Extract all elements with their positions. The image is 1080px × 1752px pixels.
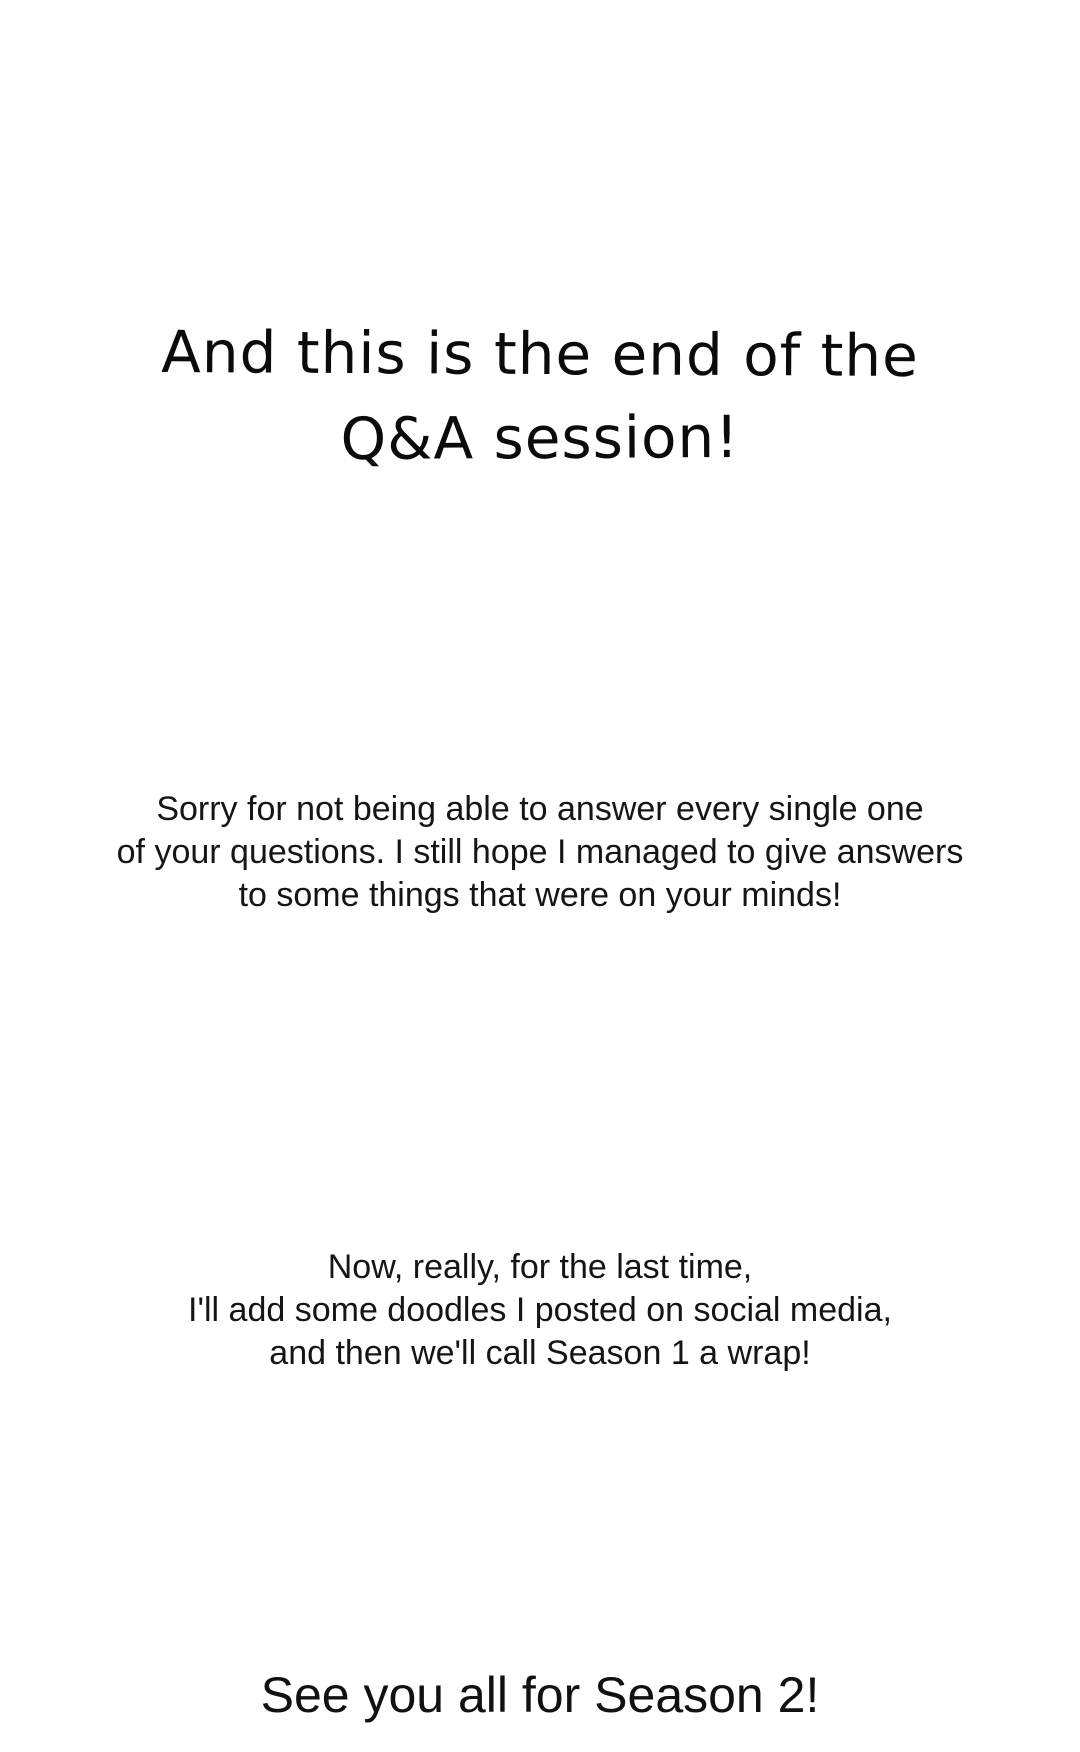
doodles-line-1: Now, really, for the last time, xyxy=(327,1248,753,1286)
apology-line-2: of your questions. I still hope I managed to give answers xyxy=(116,833,964,871)
apology-line-1: Sorry for not being able to answer every single one xyxy=(156,790,924,828)
heading-line-2: Q&A session! xyxy=(340,402,740,474)
apology-line-3: to some things that were on your minds! xyxy=(238,876,842,914)
handwritten-heading xyxy=(0,312,1080,480)
closing-message: See you all for Season 2! xyxy=(260,1667,820,1723)
heading-line-1: And this is the end of the xyxy=(161,318,919,390)
doodles-line-3: and then we'll call Season 1 a wrap! xyxy=(269,1334,811,1372)
doodles-paragraph xyxy=(0,1246,1080,1375)
apology-paragraph xyxy=(0,788,1080,917)
doodles-line-2: I'll add some doodles I posted on social media, xyxy=(188,1291,892,1329)
